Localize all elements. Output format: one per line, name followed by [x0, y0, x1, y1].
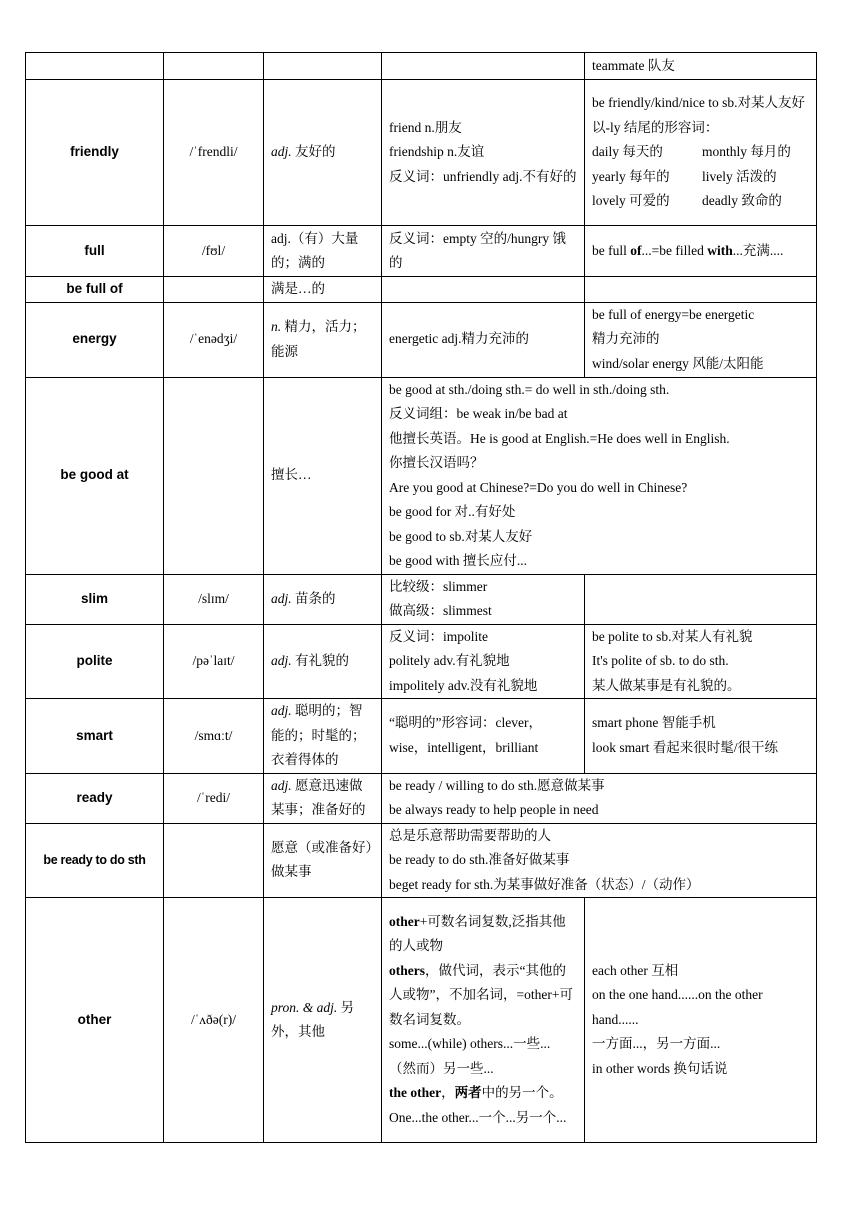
word-cell: smart [26, 699, 164, 774]
related-cell: other+可数名词复数,泛指其他的人或物 others，做代词，表示“其他的人或物”，不加名词，=other+可数名词复数。 some...(while) others...一些...（然而）另一些... the other，两者中的另一个。 One...the other...一个...另一个... [382, 898, 585, 1143]
word-cell: be ready to do sth [26, 823, 164, 898]
meaning-cell: adj. 聪明的；智能的；时髦的；衣着得体的 [264, 699, 382, 774]
notes-cell: 总是乐意帮助需要帮助的人 be ready to do sth.准备好做某事 beget ready for sth.为某事做好准备（状态）/（动作） [382, 823, 817, 898]
notes-cell: each other 互相 on the one hand......on the other hand...... 一方面...，另一方面... in other words 换句话说 [585, 898, 817, 1143]
related-cell: energetic adj.精力充沛的 [382, 302, 585, 377]
related-cell: “聪明的”形容词：clever，wise，intelligent，brilliant [382, 699, 585, 774]
word-cell: polite [26, 624, 164, 699]
word-cell: energy [26, 302, 164, 377]
meaning-cell: 擅长… [264, 377, 382, 574]
phonetic-cell: /ˈfrendli/ [164, 80, 264, 226]
word-cell: be good at [26, 377, 164, 574]
notes-cell: be good at sth./doing sth.= do well in sth./doing sth. 反义词组：be weak in/be bad at 他擅长英语。He is good at English.=He does well in English. 你擅长汉语吗？ Are you good at Chinese?=Do you do well in Chinese? be good for 对..有好处 be good to sb.对某人友好 be good with 擅长应付... [382, 377, 817, 574]
notes-cell: be polite to sb.对某人有礼貌 It's polite of sb. to do sth. 某人做某事是有礼貌的。 [585, 624, 817, 699]
phonetic-cell: /pəˈlaɪt/ [164, 624, 264, 699]
table-row [26, 302, 817, 377]
table-row [26, 574, 817, 624]
meaning-cell: adj. 愿意迅速做某事；准备好的 [264, 773, 382, 823]
table-row [26, 699, 817, 774]
meaning-cell: n. 精力，活力；能源 [264, 302, 382, 377]
meaning-cell: adj. 有礼貌的 [264, 624, 382, 699]
word-cell: friendly [26, 80, 164, 226]
table-row [26, 80, 817, 226]
notes-cell: be full of energy=be energetic 精力充沛的 wind/solar energy 风能/太阳能 [585, 302, 817, 377]
word-cell: other [26, 898, 164, 1143]
phonetic-cell: /ˈʌðə(r)/ [164, 898, 264, 1143]
meaning-cell: adj. 友好的 [264, 80, 382, 226]
phonetic-cell: /slɪm/ [164, 574, 264, 624]
phonetic-cell: /ˈenədʒi/ [164, 302, 264, 377]
notes-cell: smart phone 智能手机 look smart 看起来很时髦/很干练 [585, 699, 817, 774]
table-row [26, 898, 817, 1143]
table-row [26, 823, 817, 898]
related-cell: friend n.朋友 friendship n.友谊 反义词：unfriendly adj.不有好的 [382, 80, 585, 226]
word-cell: be full of [26, 277, 164, 303]
word-cell: full [26, 226, 164, 277]
table-row [26, 226, 817, 277]
phonetic-cell: /ˈredi/ [164, 773, 264, 823]
table-row [26, 624, 817, 699]
word-cell: slim [26, 574, 164, 624]
related-cell: 反义词：empty 空的/hungry 饿的 [382, 226, 585, 277]
meaning-cell: pron. & adj. 另外，其他 [264, 898, 382, 1143]
related-cell: 比较级：slimmer 做高级：slimmest [382, 574, 585, 624]
meaning-cell: adj. 苗条的 [264, 574, 382, 624]
table-row [26, 773, 817, 823]
meaning-cell: 愿意（或准备好）做某事 [264, 823, 382, 898]
word-cell: ready [26, 773, 164, 823]
notes-cell: teammate 队友 [585, 53, 817, 80]
meaning-cell: 满是…的 [264, 277, 382, 303]
notes-cell: be ready / willing to do sth.愿意做某事 be always ready to help people in need [382, 773, 817, 823]
meaning-cell: adj.（有）大量的；满的 [264, 226, 382, 277]
related-cell: 反义词：impolite politely adv.有礼貌地 impolitely adv.没有礼貌地 [382, 624, 585, 699]
notes-cell: be friendly/kind/nice to sb.对某人友好 以-ly 结尾的形容词： daily 每天的 monthly 每月的 yearly 每年的 lively 活泼的 lovely 可爱的 deadly 致命的 [585, 80, 817, 226]
phonetic-cell: /smɑːt/ [164, 699, 264, 774]
table-row [26, 377, 817, 574]
notes-cell: be full of...=be filled with...充满.... [585, 226, 817, 277]
phonetic-cell: /fʊl/ [164, 226, 264, 277]
table-row [26, 53, 817, 80]
vocabulary-table [25, 52, 817, 1143]
table-row [26, 277, 817, 303]
